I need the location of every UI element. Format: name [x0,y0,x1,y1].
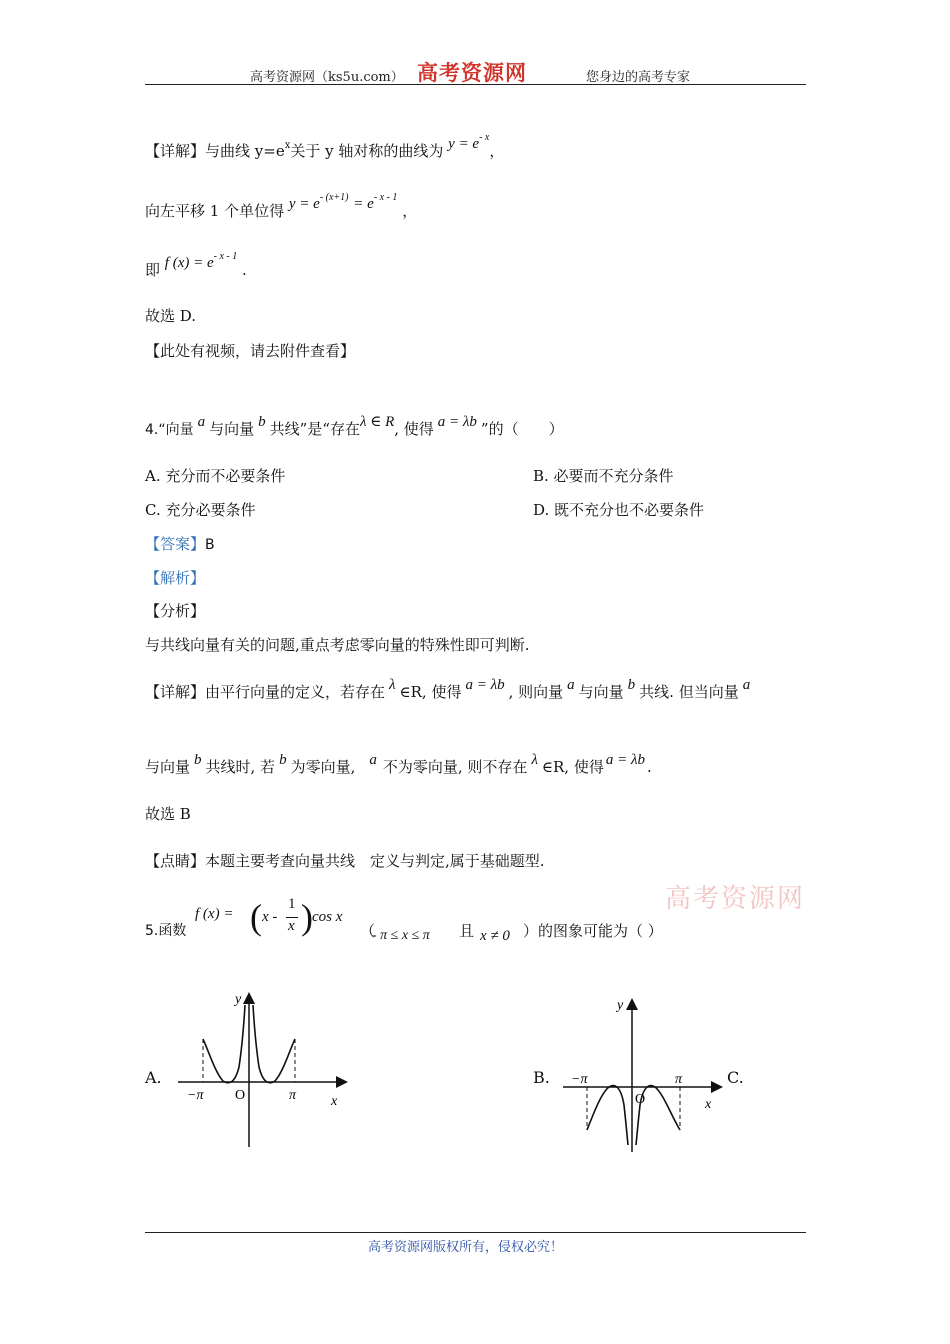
graph-b-curve-left [587,1086,628,1145]
q4-d1-b: b [627,677,636,693]
q3-detail-label: 【详解】 [145,142,206,160]
q3-l2-sup1: - (x+1) [319,192,349,203]
header-rule [145,84,806,85]
q3-l1-sup: x [284,140,291,151]
q5-domain-c: x ≠ 0 [480,928,510,944]
q4-d1-lambda: λ [389,677,396,693]
q4-fenxi-label: 【分析】 [145,602,206,620]
q4-answer-label: 【答案】 [145,535,206,553]
watermark: 高考资源网 [665,884,806,914]
q4-d2e: ∈R, 使得 [541,758,604,776]
q4-d1d: 与向量 [578,683,624,701]
q5-paren-right: ) [301,897,313,937]
q4-comment-text: 本题主要考查向量共线 定义与判定,属于基础题型. [205,852,545,870]
q3-l3-end: . [242,261,247,279]
q4-math2: a = λb [437,414,477,430]
q5-cos: cos x [312,909,343,925]
q3-l3-sup: - x - 1 [213,251,238,262]
graph-b-x-label: x [705,1097,712,1112]
q5-func: f (x) = [195,906,234,922]
q3-l2-math1: y = e [288,196,320,212]
q5-option-c-label: C. [727,1068,744,1087]
q5-stem-end: ）的图象可能为（ ） [523,922,663,940]
q4-var-b: b [258,414,266,430]
q3-line-1 [145,132,505,161]
q4-choose: 故选 B [145,805,191,823]
q4-stem-e: ”的（ ） [480,420,564,438]
q3-l1-end: ， [489,142,505,160]
q4-d2c: 为零向量, [290,758,356,776]
q5-domain-l: （ [360,922,376,940]
q5-paren-left: ( [250,897,262,937]
q4-math1: λ ∈ R [359,414,395,430]
q4-d2-end: . [646,758,652,776]
q3-l3-text: 即 [145,261,161,279]
q3-l1-math-sup: - x [479,132,490,143]
q4-d1e: 共线. 但当向量 [639,683,739,701]
q4-d2d: 不为零向量, 则不存在 [382,758,528,776]
graph-a-pi: π [289,1088,297,1103]
q4-d2-b: b [194,752,202,768]
q3-answer: 故选 D. [145,307,197,325]
q4-option-a: A. 充分而不必要条件 [145,467,286,485]
q5-option-a-label: A. [145,1068,162,1087]
graph-b [555,995,735,1160]
q4-d2a: 与向量 [145,758,191,776]
q4-stem-c: 共线”是“存在 [269,420,360,438]
header-logo: 高考资源网 [417,60,527,85]
q3-l3-math: f (x) = e [164,255,214,271]
q4-d1-a2: a [742,677,751,693]
graph-a [175,987,355,1152]
q4-var-a: a [197,414,206,430]
footer-text: 高考资源网版权所有，侵权必究！ [368,1240,564,1255]
q4-stem-d: , 使得 [394,420,434,438]
q3-l2-sup2: - x - 1 [373,192,398,203]
q3-l1-text: 与曲线 y=e [205,142,285,160]
q4-d1-a: a [567,677,575,693]
q4-d2-lambda: λ [531,752,538,768]
graph-a-y-label: y [235,992,242,1007]
q5-x-minus: x - [262,909,278,925]
graph-a-origin: O [235,1088,246,1103]
q3-l2-text: 向左平移 1 个单位得 [145,202,285,220]
q5-stem [145,896,663,944]
q3-line-2 [145,192,418,221]
graph-a-curve-left [203,1005,245,1083]
q4-d1a: 由平行向量的定义，若存在 [205,683,386,701]
q4-fenxi-text: 与共线向量有关的问题,重点考虑零向量的特殊性即可判断. [145,636,530,654]
q4-detail-label: 【详解】 [145,683,206,701]
header-right: 您身边的高考专家 [586,70,691,85]
q4-d1b: ∈R, 使得 [399,683,462,701]
q4-d1c: , 则向量 [508,683,564,701]
graph-a-neg-pi: −π [187,1088,204,1103]
q5-frac-num: 1 [288,896,296,912]
q4-comment-label: 【点睛】 [145,852,206,870]
q4-detail-line-1 [145,677,751,702]
q5-option-b-label: B. [533,1068,550,1087]
q4-stem-b: 与向量 [209,420,255,438]
q4-d2-b2: b [279,752,287,768]
q3-l2-end: ， [402,202,418,220]
q5-domain-b: 且 [459,922,475,940]
q4-d1-math: a = λb [465,677,505,693]
q4-detail-line-2 [145,752,652,777]
q4-stem [145,414,564,439]
q5-stem-a: 5.函数 [145,923,187,939]
q3-video-note: 【此处有视频，请去附件查看】 [145,342,356,360]
q4-d2b: 共线时, 若 [205,758,276,776]
q4-d2-math: a = λb [605,752,645,768]
header-left: 高考资源网（ks5u.com） [250,70,404,85]
q3-l2-math2: = e [353,196,374,212]
q5-frac-den: x [288,918,295,934]
q3-l1b-text: 关于 y 轴对称的曲线为 [290,142,444,160]
q4-answer-value: B [205,537,215,553]
graph-b-pi: π [675,1072,683,1087]
graph-a-curve-right [253,1005,295,1083]
graph-b-y-label: y [617,998,624,1013]
q4-option-d: D. 既不充分也不必要条件 [533,501,705,519]
q3-line-3 [145,251,247,280]
q4-answer [145,533,215,554]
q4-analysis-label: 【解析】 [145,569,206,587]
q4-option-b: B. 必要而不充分条件 [533,467,674,485]
q4-d2-a: a [369,752,377,768]
q4-comment [145,850,545,871]
graph-a-x-label: x [331,1094,338,1109]
q5-domain-a: - π ≤ x ≤ π [372,928,430,943]
graph-b-neg-pi: −π [571,1072,588,1087]
footer-rule [145,1232,806,1233]
graph-b-origin: O [635,1092,646,1107]
q3-l1-math: y = e [448,136,480,152]
q4-option-c: C. 充分必要条件 [145,501,256,519]
q4-stem-a: 4.“向量 [145,422,194,438]
